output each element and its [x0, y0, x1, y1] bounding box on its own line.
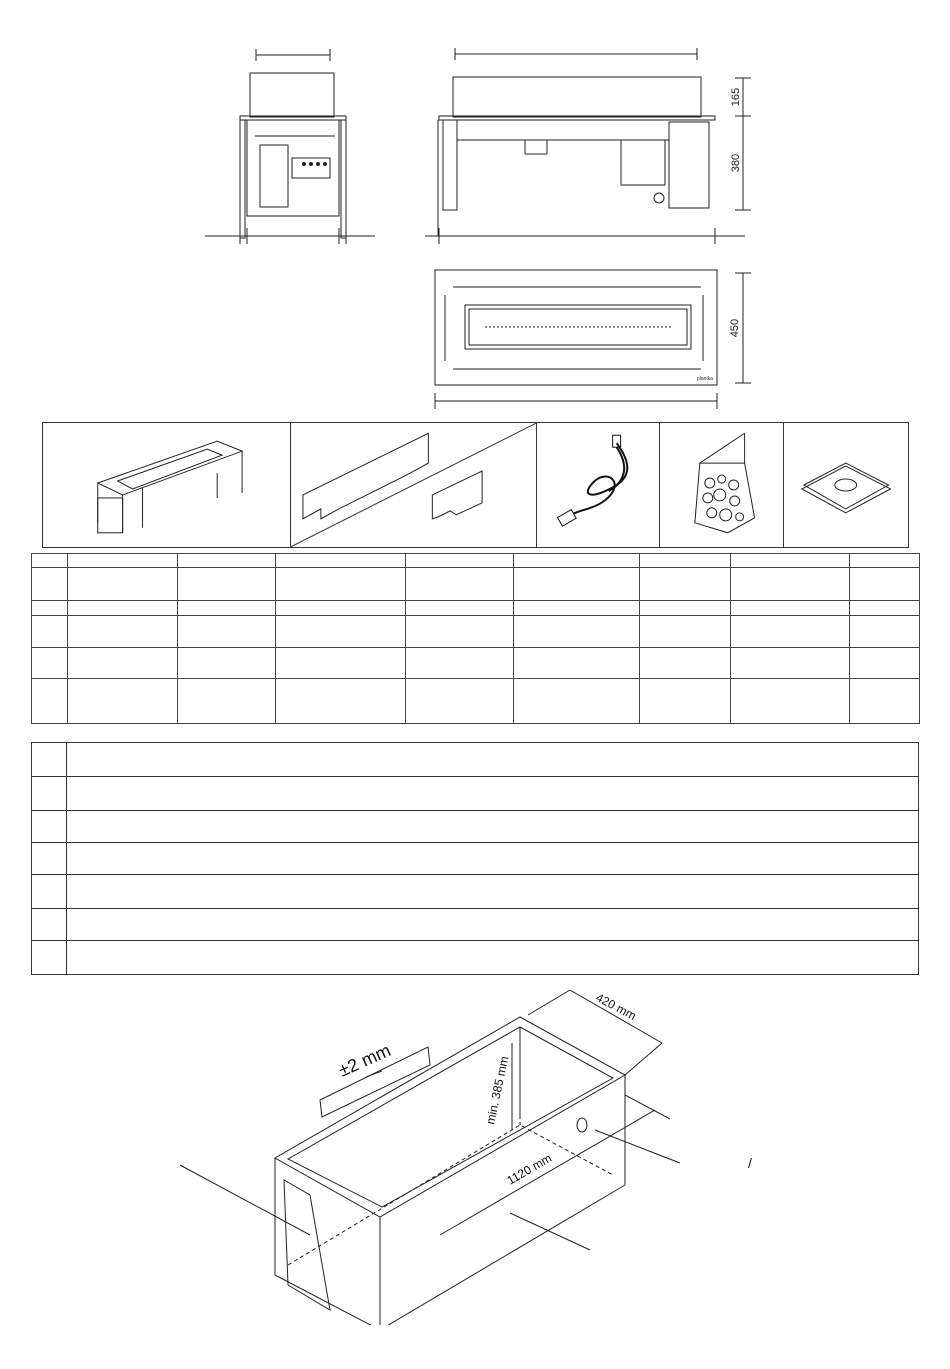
table-row — [32, 648, 920, 679]
list-item — [32, 909, 919, 941]
slash-mark: / — [748, 1155, 752, 1171]
side-view-drawing — [425, 40, 755, 250]
list-item — [32, 777, 919, 811]
power-cable-icon — [537, 423, 660, 547]
installation-box-drawing — [170, 985, 810, 1325]
specification-table — [31, 553, 920, 724]
depth-label: 420 mm — [593, 990, 639, 1024]
dim-label-380: 380 — [730, 153, 742, 173]
list-item — [32, 743, 919, 777]
table-row — [32, 554, 920, 568]
dim-label-450: 450 — [729, 318, 741, 338]
list-item — [32, 875, 919, 909]
access-door — [284, 1180, 330, 1310]
table-row — [32, 679, 920, 724]
list-item — [32, 811, 919, 843]
level-tolerance-label: ±2 mm — [335, 1040, 394, 1081]
table-row — [32, 616, 920, 648]
list-item — [32, 843, 919, 875]
table-row — [32, 601, 920, 616]
front-view-drawing — [200, 40, 380, 250]
top-view-drawing — [425, 265, 755, 415]
burner-cap-icon — [784, 423, 908, 547]
brand-mark: planika — [697, 376, 713, 382]
length-label: 1120 mm — [504, 1150, 555, 1188]
dim-label-165: 165 — [730, 87, 742, 107]
accessories-strip — [42, 422, 909, 548]
list-item — [32, 941, 919, 975]
cover-panels-icon — [291, 423, 537, 547]
table-row — [32, 568, 920, 601]
min-height-label: min. 385 mm — [483, 1054, 512, 1126]
numbered-rows-table — [31, 742, 919, 975]
fireplace-insert-icon — [43, 423, 291, 547]
decorative-stones-bag-icon — [660, 423, 783, 547]
